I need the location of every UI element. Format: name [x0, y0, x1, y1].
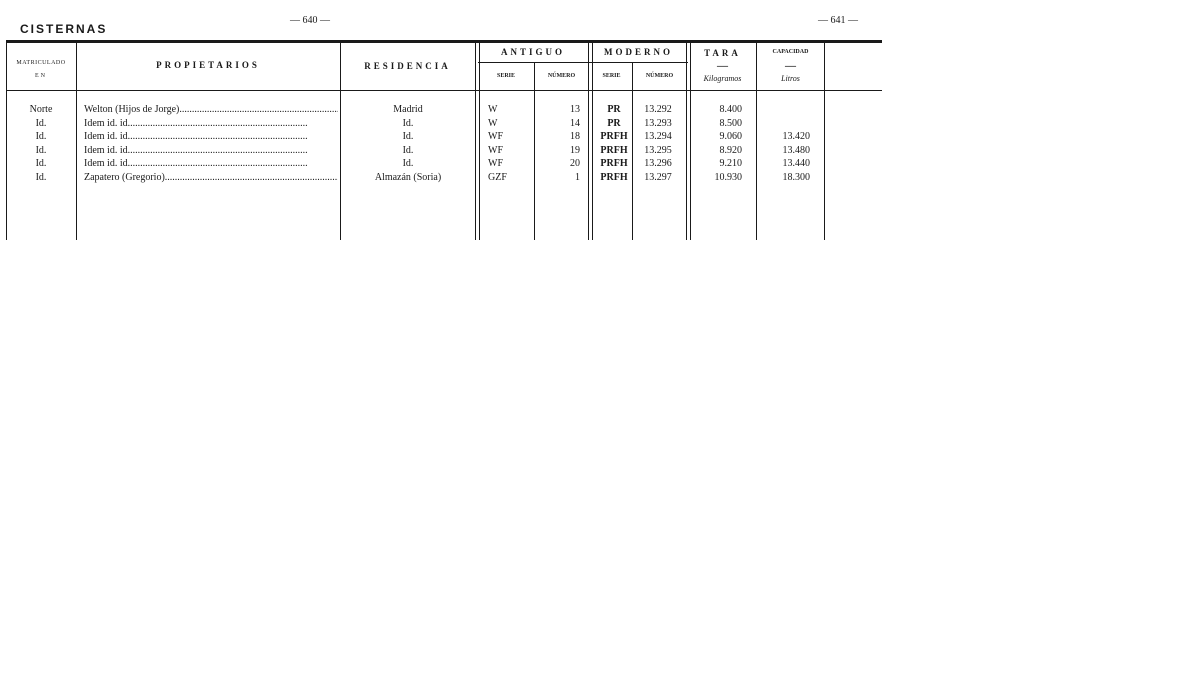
table-cell: WF — [488, 158, 503, 169]
column-residencia — [342, 103, 474, 184]
table-cell: 13.480 — [782, 144, 810, 156]
column-antiguo-serie — [488, 103, 532, 184]
table-cell: 13.420 — [782, 131, 810, 142]
table-cell: Id. — [402, 117, 414, 129]
header-tara-dash: — — [717, 60, 728, 72]
header-moderno-serie: SERIE — [602, 73, 621, 79]
table-top-rule — [6, 40, 882, 43]
col-divider — [76, 40, 77, 240]
column-moderno-serie — [594, 103, 634, 184]
header-antiguo-serie: SERIE — [496, 73, 515, 79]
header-matriculado-en: EN — [35, 73, 47, 79]
table-cell: Norte — [29, 104, 53, 115]
table-cell: 13.296 — [644, 158, 672, 169]
header-capacidad: CAPACIDAD — [772, 49, 809, 55]
table-cell: Id. — [35, 171, 47, 183]
table-cell: 13 — [570, 104, 580, 115]
table-cell: Idem id. id ..... — [84, 144, 338, 158]
col-divider — [588, 40, 593, 240]
header-propietarios: PROPIETARIOS — [156, 60, 260, 70]
table-cell: Id. — [402, 158, 414, 169]
col-divider — [686, 40, 691, 240]
table-cell: 18.300 — [782, 171, 810, 183]
header-bottom-rule — [6, 90, 882, 91]
table-cell: Zapatero (Gregorio) ..... — [84, 171, 338, 185]
table-cell: Id. — [402, 144, 414, 156]
table-cell: 9.060 — [719, 131, 742, 142]
header-antiguo: ANTIGUO — [500, 47, 565, 57]
col-divider — [756, 40, 757, 240]
table-cell: 13.292 — [644, 104, 672, 115]
table-cell: PR — [607, 117, 621, 129]
table-cell: Id. — [35, 144, 47, 156]
header-capacidad-dash: — — [785, 60, 796, 72]
header-tara: TARA — [704, 48, 741, 58]
column-propietarios — [84, 103, 338, 184]
table-cell — [764, 103, 810, 117]
table-cell: GZF — [488, 171, 507, 183]
table-cell: 9.210 — [719, 158, 742, 169]
table-cell: Idem id. id ..... — [84, 117, 338, 131]
table-cell — [764, 117, 810, 131]
table-cell: WF — [488, 144, 503, 156]
col-divider — [824, 40, 825, 240]
header-capacidad-unit: Litros — [781, 74, 800, 83]
table-cell: 13.294 — [644, 131, 672, 142]
table-cell: Idem id. id ..... — [84, 130, 338, 144]
header-matriculado: MATRICULADO — [16, 60, 66, 66]
section-title: CISTERNAS — [20, 22, 108, 36]
table-cell: 8.500 — [719, 117, 742, 129]
header-tara-unit: Kilogramos — [703, 74, 742, 83]
subheader-rule — [478, 62, 688, 63]
column-capacidad — [764, 103, 810, 184]
table-cell: 14 — [570, 117, 580, 129]
table-cell: PR — [607, 104, 621, 115]
column-matriculado — [6, 103, 76, 184]
table-cell: WF — [488, 131, 503, 142]
table-cell: 1 — [575, 171, 580, 183]
column-tara — [700, 103, 742, 184]
table-cell: 13.297 — [644, 171, 672, 183]
table-cell: Idem id. id ..... — [84, 157, 338, 171]
table-cell: 8.400 — [719, 104, 742, 115]
table-cell: 13.295 — [644, 144, 672, 156]
header-moderno: MODERNO — [604, 47, 673, 57]
table-cell: Welton (Hijos de Jorge) ..... — [84, 103, 338, 117]
table-cell: 20 — [570, 158, 580, 169]
page-number-right: — 641 — — [818, 15, 858, 26]
table-cell: 19 — [570, 144, 580, 156]
table-cell: 10.930 — [714, 171, 742, 183]
table-cell: PRFH — [600, 158, 628, 169]
table-cell: Madrid — [393, 104, 423, 115]
table-cell: 8.920 — [719, 144, 742, 156]
header-antiguo-numero: NÚMERO — [547, 73, 576, 79]
table-cell: W — [488, 104, 498, 115]
column-antiguo-numero — [536, 103, 580, 184]
page-number-left: — 640 — — [290, 15, 330, 26]
table-cell: Id. — [35, 158, 47, 169]
column-moderno-numero — [636, 103, 680, 184]
header-residencia: RESIDENCIA — [364, 61, 451, 71]
table-cell: Id. — [402, 131, 414, 142]
header-moderno-numero: NÚMERO — [645, 73, 674, 79]
table-cell: PRFH — [600, 171, 628, 183]
table-cell: Id. — [35, 117, 47, 129]
table-cell: 18 — [570, 131, 580, 142]
table-cell: W — [488, 117, 498, 129]
table-cell: PRFH — [600, 144, 628, 156]
table-cell: 13.293 — [644, 117, 672, 129]
table-cell: 13.440 — [782, 158, 810, 169]
table-cell: Almazán (Soria) — [374, 171, 442, 183]
col-divider — [475, 40, 480, 240]
table-cell: PRFH — [600, 131, 628, 142]
col-divider — [534, 62, 535, 240]
table-cell: Id. — [35, 131, 47, 142]
